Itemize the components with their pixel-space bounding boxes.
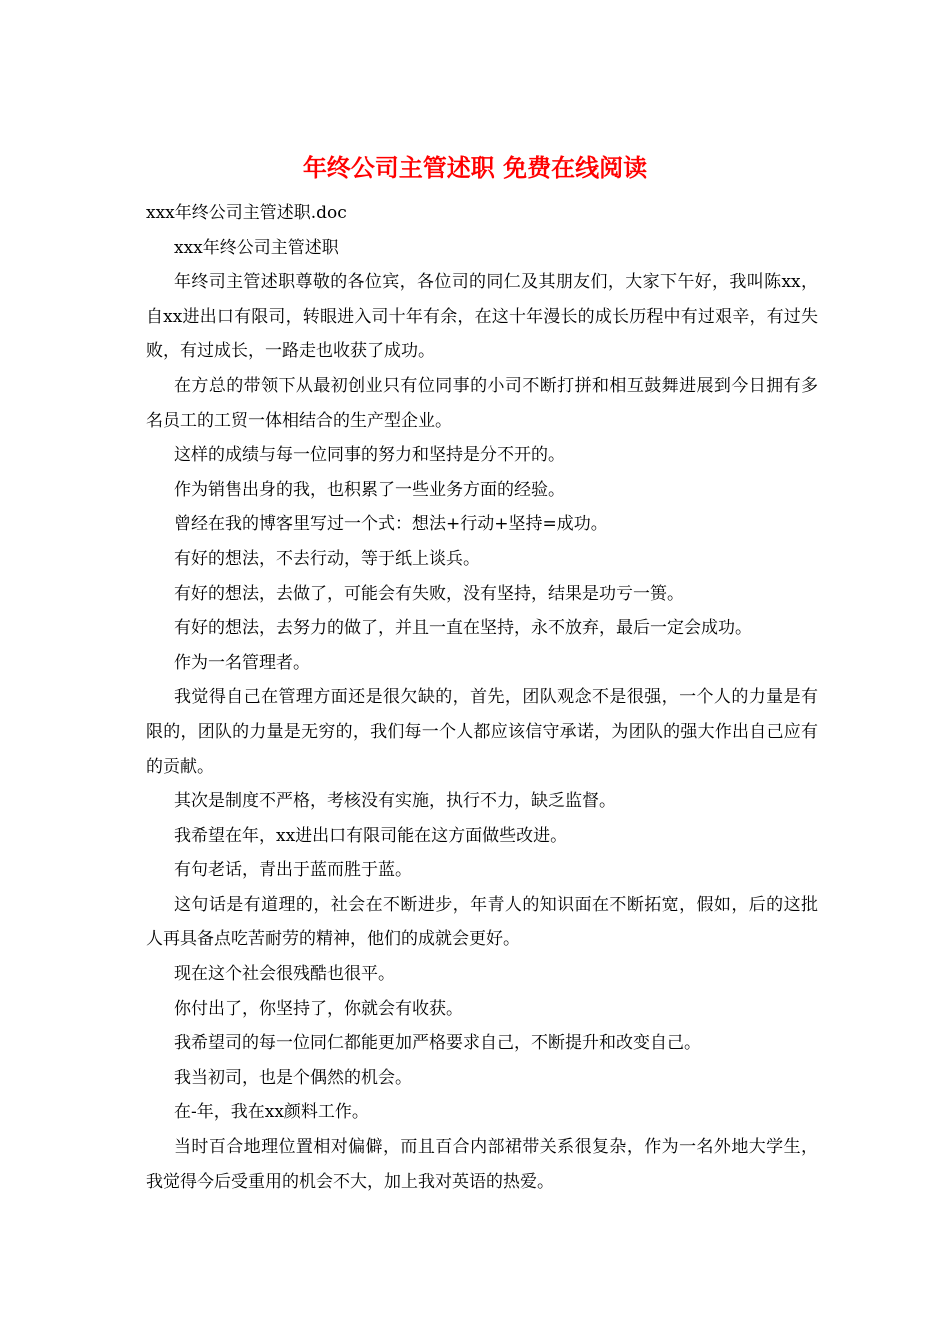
paragraph: 年终司主管述职尊敬的各位宾，各位司的同仁及其朋友们，大家下午好，我叫陈xx，自xx进出口有限司，转眼进入司十年有余，在这十年漫长的成长历程中有过艰辛，有过失败，有过成长，一路走也收获了成功。 — [146, 272, 818, 362]
paragraph: 我当初司，也是个偶然的机会。 — [174, 1067, 412, 1088]
paragraph: 当时百合地理位置相对偏僻，而且百合内部裙带关系很复杂，作为一名外地大学生，我觉得今后受重用的机会不大，加上我对英语的热爱。 — [146, 1137, 818, 1192]
paragraph: 我觉得自己在管理方面还是很欠缺的，首先，团队观念不是很强，一个人的力量是有限的，团队的力量是无穷的，我们每一个人都应该信守承诺，为团队的强大作出自己应有的贡献。 — [146, 687, 818, 777]
paragraph: 作为销售出身的我，也积累了一些业务方面的经验。 — [174, 479, 565, 500]
paragraph: 在-年，我在xx颜料工作。 — [174, 1102, 369, 1123]
paragraph: 作为一名管理者。 — [174, 652, 310, 673]
paragraph: 你付出了，你坚持了，你就会有收获。 — [174, 998, 463, 1019]
paragraph: 有句老话，青出于蓝而胜于蓝。 — [174, 860, 412, 881]
file-name-line: xxx年终公司主管述职.doc — [146, 203, 347, 223]
document-body — [146, 196, 818, 1199]
paragraph: 其次是制度不严格，考核没有实施，执行不力，缺乏监督。 — [174, 791, 616, 812]
paragraph: 有好的想法，去努力的做了，并且一直在坚持，永不放弃，最后一定会成功。 — [174, 618, 752, 639]
document-title: 年终公司主管述职 免费在线阅读 — [302, 153, 648, 182]
paragraph: 我希望司的每一位同仁都能更加严格要求自己，不断提升和改变自己。 — [174, 1033, 701, 1054]
paragraph: 有好的想法，去做了，可能会有失败，没有坚持，结果是功亏一篑。 — [174, 583, 684, 604]
paragraph: 曾经在我的博客里写过一个式：想法+行动+坚持=成功。 — [174, 514, 608, 535]
paragraph: 现在这个社会很残酷也很平。 — [174, 964, 395, 985]
paragraph: 这句话是有道理的，社会在不断进步，年青人的知识面在不断拓宽，假如，后的这批人再具备点吃苦耐劳的精神，他们的成就会更好。 — [146, 894, 818, 950]
paragraph: 有好的想法，不去行动，等于纸上谈兵。 — [174, 548, 480, 569]
paragraph: 这样的成绩与每一位同事的努力和坚持是分不开的。 — [174, 445, 565, 466]
paragraph: 在方总的带领下从最初创业只有位同事的小司不断打拼和相互鼓舞进展到今日拥有多名员工的工贸一体相结合的生产型企业。 — [146, 375, 818, 431]
paragraph: xxx年终公司主管述职 — [174, 237, 339, 258]
paragraph: 我希望在年，xx进出口有限司能在这方面做些改进。 — [174, 825, 568, 846]
